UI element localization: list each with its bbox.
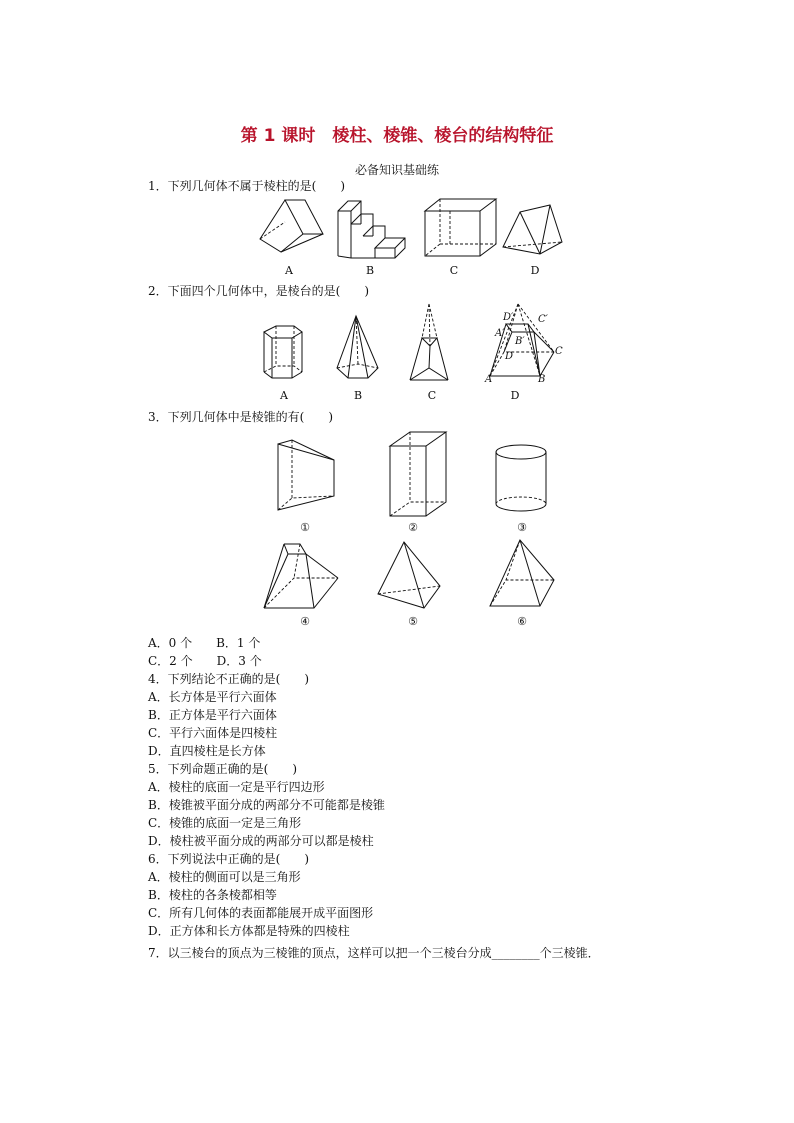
q2-figure-d [484,300,570,386]
q1-figure-d [500,202,570,262]
vertex-label-d-prime: D′ [503,312,514,323]
q1-label-a: A [285,264,293,277]
vertex-label-d: D [505,351,514,362]
q5-option-c: C．棱锥的底面一定是三角形 [148,816,302,830]
vertex-label-c: C [555,346,563,357]
section-subtitle: 必备知识基础练 [354,163,439,177]
page-title: 第 1 课时 棱柱、棱锥、棱台的结构特征 [240,126,554,146]
q2-figure-c [404,300,454,384]
q3-figure-2 [386,428,450,522]
q3-figure-4 [260,538,344,612]
q4-option-c: C．平行六面体是四棱柱 [148,726,278,740]
q3-options-row-2: C．2 个 D．3 个 [148,654,262,668]
q1-figure-b [333,196,413,262]
q3-figure-1 [270,436,340,514]
q3-label-2: ② [408,521,418,534]
q2-figure-a [258,322,310,384]
q2-label-b: B [353,389,363,402]
q6-option-d: D．正方体和长方体都是特殊的四棱柱 [148,924,350,938]
q3-label-4: ④ [300,615,310,628]
vertex-label-b-prime: B′ [515,336,525,347]
q6-option-b: B．棱柱的各条棱都相等 [148,888,277,902]
q4-option-a: A．长方体是平行六面体 [148,690,277,704]
q2-label-a: A [280,389,288,402]
vertex-label-b: B [538,374,546,385]
q3-label-6: ⑥ [517,615,527,628]
q3-figure-6 [486,536,560,608]
question-6-stem: 6．下列说法中正确的是( ) [148,852,309,866]
vertex-label-a: A [485,374,493,385]
q3-options-row-1: A．0 个 B．1 个 [148,636,261,650]
question-5-stem: 5．下列命题正确的是( ) [148,762,297,776]
q3-label-1: ① [300,521,310,534]
q1-label-c: C [449,264,459,277]
question-3-stem: 3．下列几何体中是棱锥的有( ) [148,410,333,424]
question-1-stem: 1．下列几何体不属于棱柱的是( ) [148,179,345,193]
q2-label-c: C [427,389,437,402]
vertex-label-a-prime: A′ [495,328,505,339]
q5-option-b: B．棱锥被平面分成的两部分不可能都是棱锥 [148,798,385,812]
q3-label-3: ③ [517,521,527,534]
q3-label-5: ⑤ [408,615,418,628]
q2-figure-b [332,312,382,382]
q5-option-d: D．棱柱被平面分成的两部分可以都是棱柱 [148,834,374,848]
q3-figure-5 [372,538,448,612]
q1-figure-a [260,200,323,252]
q3-figure-3 [492,442,552,518]
q6-option-c: C．所有几何体的表面都能展开成平面图形 [148,906,374,920]
q6-option-a: A．棱柱的侧面可以是三角形 [148,870,301,884]
q4-option-b: B．正方体是平行六面体 [148,708,277,722]
q1-figure-c [420,196,500,262]
vertex-label-c-prime: C′ [538,314,548,325]
q1-label-b: B [365,264,375,277]
q2-label-d: D [510,389,520,402]
q1-label-d: D [530,264,540,277]
q4-option-d: D．直四棱柱是长方体 [148,744,266,758]
question-7-stem: 7．以三棱台的顶点为三棱锥的顶点，这样可以把一个三棱台分成________个三棱锥． [148,946,600,960]
question-4-stem: 4．下列结论不正确的是( ) [148,672,309,686]
question-2-stem: 2．下面四个几何体中，是棱台的是( ) [148,284,369,298]
q5-option-a: A．棱柱的底面一定是平行四边形 [148,780,325,794]
